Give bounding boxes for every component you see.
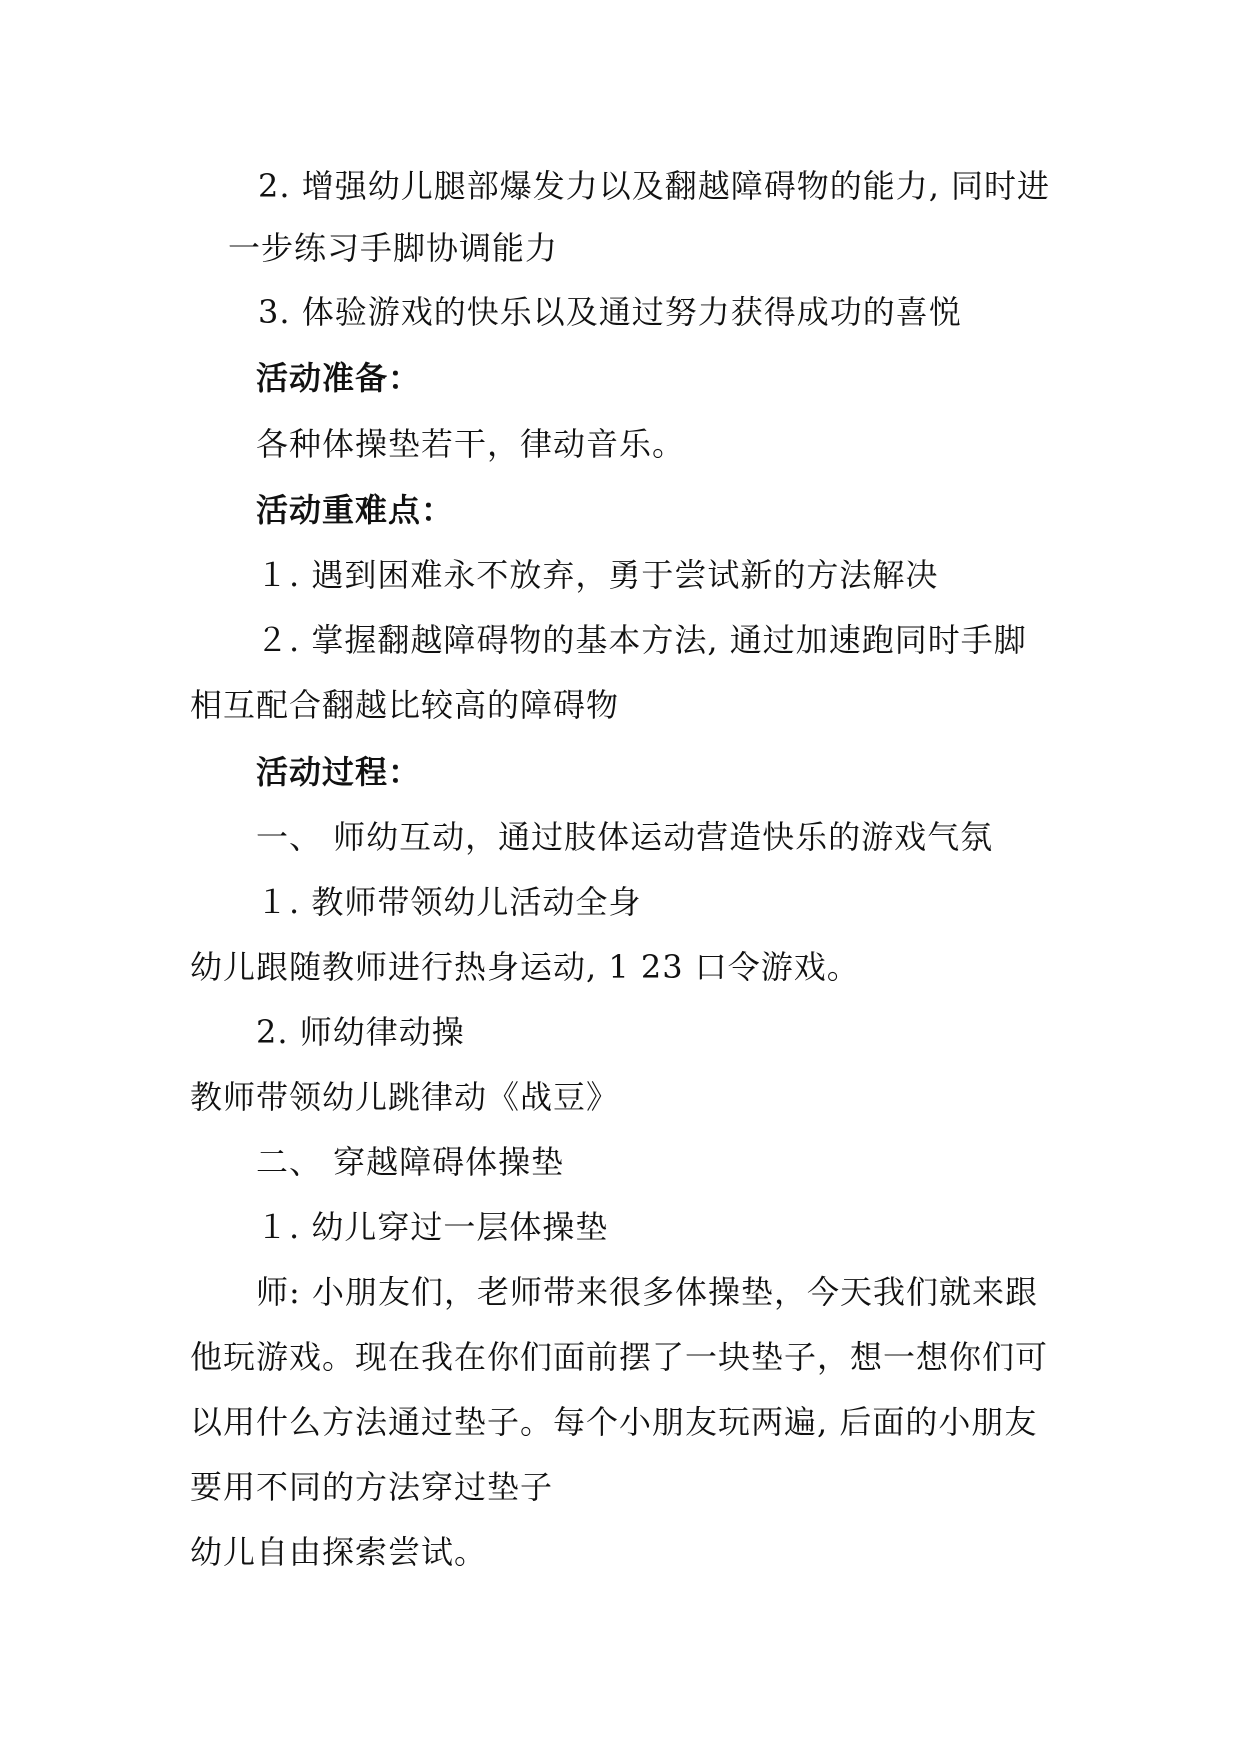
objective-3: 3. 体验游戏的快乐以及通过努力获得成功的喜悦 — [258, 293, 962, 331]
teacher-speech-line-1: 师: 小朋友们，老师带来很多体操垫，今天我们就来跟 — [256, 1273, 1038, 1311]
children-explore-text: 幼儿自由探索尝试。 — [190, 1533, 488, 1571]
key-point-2-line-2: 相互配合翻越比较高的障碍物 — [190, 686, 620, 724]
teacher-speech-line-3: 以用什么方法通过垫子。每个小朋友玩两遍, 后面的小朋友 — [190, 1403, 1038, 1441]
step-1-1: １. 教师带领幼儿活动全身 — [256, 883, 642, 921]
step-1-2: 2. 师幼律动操 — [256, 1013, 465, 1051]
heading-key-points: 活动重难点： — [256, 491, 455, 529]
preparation-text: 各种体操垫若干，律动音乐。 — [256, 425, 686, 463]
objective-2-line-2: 一步练习手脚协调能力 — [228, 229, 559, 267]
section-1-heading: 一、 师幼互动，通过肢体运动营造快乐的游戏气氛 — [256, 818, 994, 856]
teacher-speech-line-4: 要用不同的方法穿过垫子 — [190, 1468, 554, 1506]
section-2-heading: 二、 穿越障碍体操垫 — [256, 1143, 565, 1181]
step-1-1-text: 幼儿跟随教师进行热身运动, 1 23 口令游戏。 — [190, 948, 860, 986]
key-point-1: １. 遇到困难永不放弃，勇于尝试新的方法解决 — [256, 556, 939, 594]
teacher-speech-line-2: 他玩游戏。现在我在你们面前摆了一块垫子，想一想你们可 — [190, 1338, 1049, 1376]
heading-process: 活动过程： — [256, 753, 422, 791]
heading-preparation: 活动准备： — [256, 359, 422, 397]
key-point-2-line-1: ２. 掌握翻越障碍物的基本方法, 通过加速跑同时手脚 — [256, 621, 1027, 659]
objective-2-line-1: 2. 增强幼儿腿部爆发力以及翻越障碍物的能力, 同时进 — [258, 167, 1051, 205]
step-1-2-text: 教师带领幼儿跳律动《战豆》 — [190, 1078, 620, 1116]
step-2-1: １. 幼儿穿过一层体操垫 — [256, 1208, 609, 1246]
